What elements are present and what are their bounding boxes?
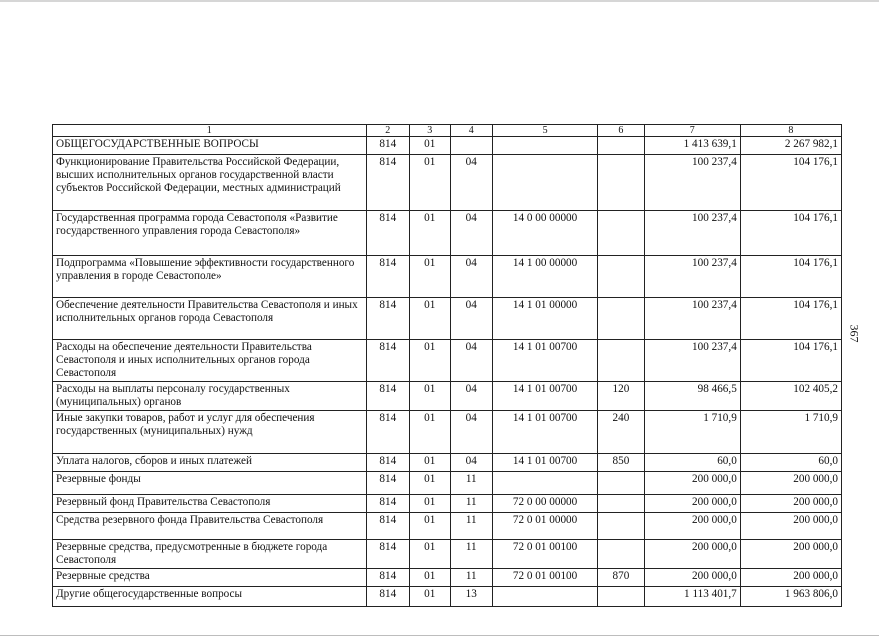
amount-year1-cell: 1 710,9 [644,411,740,454]
section-code-cell: 01 [410,298,450,340]
subsection-code-cell: 04 [450,340,492,382]
amount-year2-cell: 104 176,1 [740,340,841,382]
section-code-cell: 01 [410,587,450,607]
target-article-cell: 14 1 01 00700 [492,382,597,411]
amount-year1-cell: 200 000,0 [644,513,740,540]
row-name-cell: Расходы на обеспечение деятельности Правительства Севастополя и иных исполнительных органов города Севастополя [53,340,367,382]
subsection-code-cell: 04 [450,256,492,298]
table-row [53,569,842,587]
column-header: 3 [410,125,450,137]
table-row [53,256,842,298]
table-row [53,411,842,454]
section-code-cell: 01 [410,256,450,298]
column-header: 2 [366,125,409,137]
ministry-code-cell: 814 [366,513,409,540]
row-name-cell: Другие общегосударственные вопросы [53,587,367,607]
ministry-code-cell: 814 [366,472,409,495]
subsection-code-cell: 11 [450,513,492,540]
target-article-cell [492,472,597,495]
expense-type-cell [598,137,645,155]
table-row [53,472,842,495]
section-code-cell: 01 [410,472,450,495]
subsection-code-cell: 04 [450,382,492,411]
target-article-cell: 14 1 01 00000 [492,298,597,340]
column-header: 5 [492,125,597,137]
subsection-code-cell: 04 [450,298,492,340]
amount-year2-cell: 60,0 [740,454,841,472]
table-row [53,587,842,607]
amount-year1-cell: 100 237,4 [644,211,740,256]
row-name-cell: Иные закупки товаров, работ и услуг для обеспечения государственных (муниципальных) нужд [53,411,367,454]
amount-year2-cell: 200 000,0 [740,495,841,513]
amount-year2-cell: 1 963 806,0 [740,587,841,607]
row-name-cell: Резервный фонд Правительства Севастополя [53,495,367,513]
section-code-cell: 01 [410,411,450,454]
amount-year1-cell: 100 237,4 [644,340,740,382]
target-article-cell: 72 0 01 00000 [492,513,597,540]
expense-type-cell: 240 [598,411,645,454]
row-name-cell: Уплата налогов, сборов и иных платежей [53,454,367,472]
expense-type-cell [598,513,645,540]
row-name-cell: Резервные фонды [53,472,367,495]
target-article-cell: 72 0 01 00100 [492,540,597,569]
section-code-cell: 01 [410,382,450,411]
ministry-code-cell: 814 [366,454,409,472]
ministry-code-cell: 814 [366,569,409,587]
ministry-code-cell: 814 [366,298,409,340]
row-name-cell: Подпрограмма «Повышение эффективности государственного управления в городе Севастополе» [53,256,367,298]
amount-year2-cell: 200 000,0 [740,513,841,540]
table-row [53,155,842,211]
amount-year2-cell: 104 176,1 [740,298,841,340]
subsection-code-cell: 11 [450,569,492,587]
target-article-cell: 14 1 01 00700 [492,340,597,382]
expense-type-cell [598,256,645,298]
subsection-code-cell: 04 [450,411,492,454]
subsection-code-cell: 04 [450,454,492,472]
budget-table [52,124,842,607]
expense-type-cell: 120 [598,382,645,411]
amount-year1-cell: 60,0 [644,454,740,472]
ministry-code-cell: 814 [366,382,409,411]
column-header: 7 [644,125,740,137]
row-name-cell: Резервные средства [53,569,367,587]
section-code-cell: 01 [410,137,450,155]
amount-year1-cell: 100 237,4 [644,155,740,211]
amount-year2-cell: 200 000,0 [740,472,841,495]
column-header: 4 [450,125,492,137]
amount-year2-cell: 104 176,1 [740,211,841,256]
expense-type-cell [598,587,645,607]
amount-year2-cell: 104 176,1 [740,155,841,211]
page-number: 367 [847,324,862,343]
expense-type-cell [598,340,645,382]
ministry-code-cell: 814 [366,137,409,155]
table-row [53,513,842,540]
table-row [53,137,842,155]
section-code-cell: 01 [410,569,450,587]
expense-type-cell [598,495,645,513]
target-article-cell [492,137,597,155]
section-code-cell: 01 [410,513,450,540]
target-article-cell: 72 0 00 00000 [492,495,597,513]
column-header: 8 [740,125,841,137]
expense-type-cell [598,298,645,340]
target-article-cell: 14 1 01 00700 [492,411,597,454]
subsection-code-cell: 04 [450,155,492,211]
target-article-cell: 14 1 00 00000 [492,256,597,298]
amount-year2-cell: 200 000,0 [740,540,841,569]
amount-year1-cell: 1 413 639,1 [644,137,740,155]
subsection-code-cell: 11 [450,540,492,569]
section-code-cell: 01 [410,340,450,382]
amount-year1-cell: 200 000,0 [644,569,740,587]
target-article-cell [492,155,597,211]
row-name-cell: Государственная программа города Севастополя «Развитие государственного управления города Севастополя» [53,211,367,256]
section-code-cell: 01 [410,495,450,513]
amount-year1-cell: 200 000,0 [644,495,740,513]
subsection-code-cell: 11 [450,495,492,513]
amount-year1-cell: 100 237,4 [644,256,740,298]
section-code-cell: 01 [410,155,450,211]
section-code-cell: 01 [410,211,450,256]
section-code-cell: 01 [410,540,450,569]
table-row [53,298,842,340]
expense-type-cell: 850 [598,454,645,472]
column-header: 1 [53,125,367,137]
expense-type-cell [598,155,645,211]
expense-type-cell [598,211,645,256]
amount-year1-cell: 98 466,5 [644,382,740,411]
amount-year2-cell: 102 405,2 [740,382,841,411]
amount-year2-cell: 104 176,1 [740,256,841,298]
row-name-cell: Обеспечение деятельности Правительства Севастополя и иных исполнительных органов города Севастополя [53,298,367,340]
row-name-cell: Функционирование Правительства Российской Федерации, высших исполнительных органов государственной власти субъектов Российской Федерации, местных администраций [53,155,367,211]
row-name-cell: Средства резервного фонда Правительства Севастополя [53,513,367,540]
subsection-code-cell: 13 [450,587,492,607]
target-article-cell: 72 0 01 00100 [492,569,597,587]
ministry-code-cell: 814 [366,256,409,298]
table-row [53,382,842,411]
table-row [53,495,842,513]
row-name-cell: Расходы на выплаты персоналу государственных (муниципальных) органов [53,382,367,411]
target-article-cell [492,587,597,607]
ministry-code-cell: 814 [366,587,409,607]
amount-year2-cell: 2 267 982,1 [740,137,841,155]
row-name-cell: ОБЩЕГОСУДАРСТВЕННЫЕ ВОПРОСЫ [53,137,367,155]
subsection-code-cell [450,137,492,155]
table-row [53,540,842,569]
amount-year2-cell: 1 710,9 [740,411,841,454]
amount-year1-cell: 200 000,0 [644,472,740,495]
ministry-code-cell: 814 [366,540,409,569]
table-row [53,340,842,382]
expense-type-cell [598,472,645,495]
amount-year1-cell: 100 237,4 [644,298,740,340]
target-article-cell: 14 1 01 00700 [492,454,597,472]
amount-year1-cell: 200 000,0 [644,540,740,569]
row-name-cell: Резервные средства, предусмотренные в бюджете города Севастополя [53,540,367,569]
ministry-code-cell: 814 [366,155,409,211]
page-edge [0,0,879,2]
ministry-code-cell: 814 [366,340,409,382]
ministry-code-cell: 814 [366,495,409,513]
amount-year1-cell: 1 113 401,7 [644,587,740,607]
amount-year2-cell: 200 000,0 [740,569,841,587]
table-header-row [53,125,842,137]
expense-type-cell [598,540,645,569]
ministry-code-cell: 814 [366,211,409,256]
ministry-code-cell: 814 [366,411,409,454]
table-row [53,211,842,256]
target-article-cell: 14 0 00 00000 [492,211,597,256]
table-row [53,454,842,472]
page-edge [0,635,879,636]
subsection-code-cell: 04 [450,211,492,256]
expense-type-cell: 870 [598,569,645,587]
section-code-cell: 01 [410,454,450,472]
column-header: 6 [598,125,645,137]
subsection-code-cell: 11 [450,472,492,495]
